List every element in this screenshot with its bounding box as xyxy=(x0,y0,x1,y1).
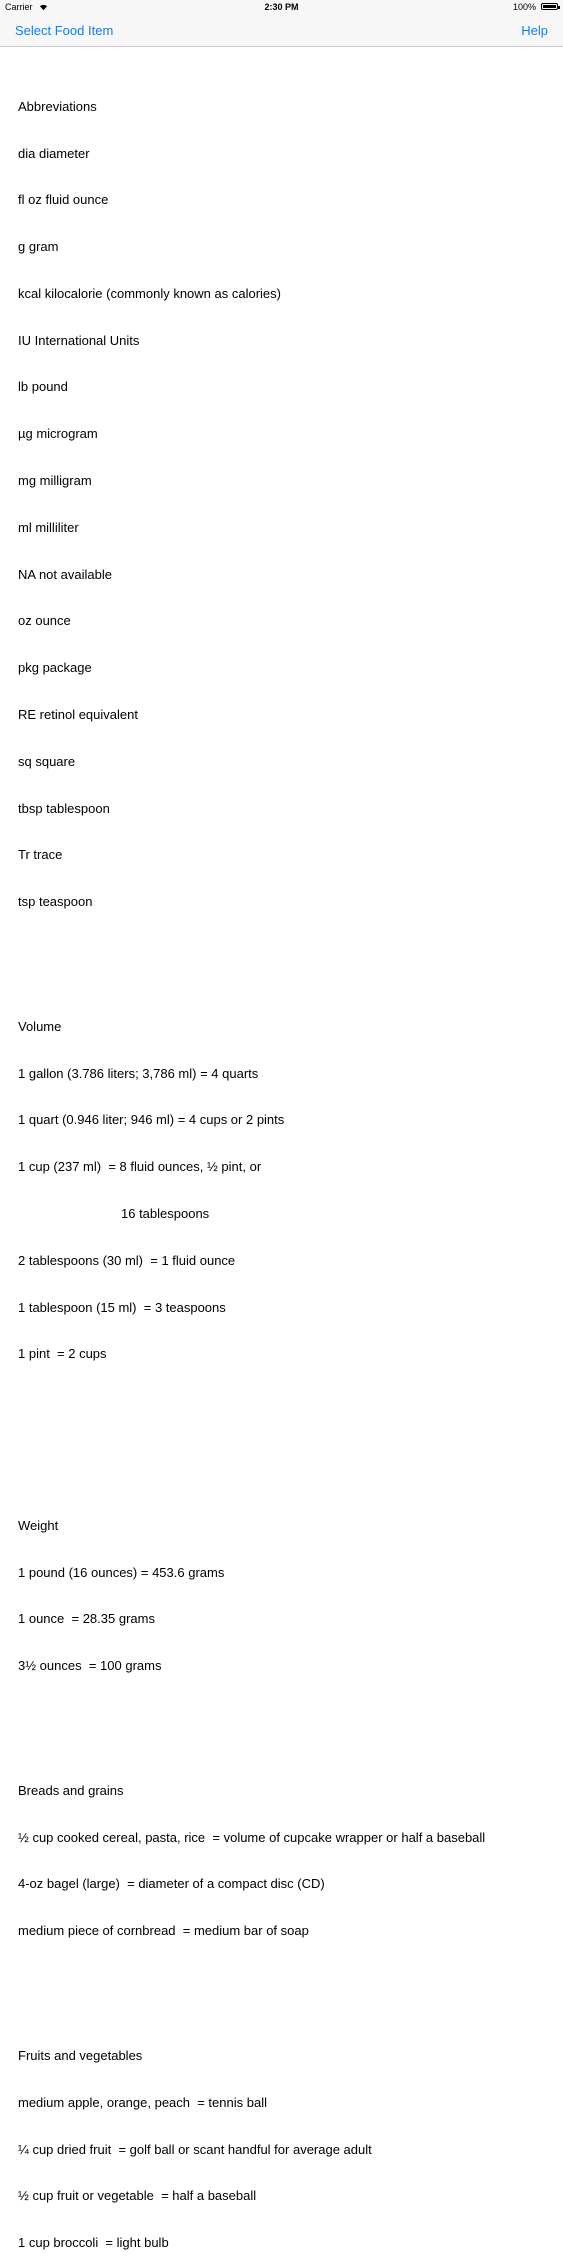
text-line: pkg package xyxy=(18,660,92,676)
text-line: medium piece of cornbread = medium bar of soap xyxy=(18,1923,309,1939)
navigation-bar xyxy=(0,15,563,47)
blank-line xyxy=(18,1440,558,1456)
text-line: µg microgram xyxy=(18,426,98,442)
battery-percent: 100% xyxy=(512,2,536,12)
blank-line xyxy=(18,1393,558,1409)
help-button[interactable]: Help xyxy=(521,23,548,38)
text-line: IU International Units xyxy=(18,332,140,348)
text-line: ½ cup fruit or vegetable = half a baseball xyxy=(18,2188,257,2204)
text-line: mg milligram xyxy=(18,473,92,489)
text-line: ½ cup cooked cereal, pasta, rice = volume of cupcake wrapper or half a baseball xyxy=(18,1829,486,1845)
section-heading: Weight xyxy=(18,1517,59,1533)
section-heading: Abbreviations xyxy=(18,98,97,114)
status-bar xyxy=(0,0,563,15)
text-line: g gram xyxy=(18,239,59,255)
text-line: ml milliliter xyxy=(18,519,79,535)
text-line: Tr trace xyxy=(18,847,63,863)
section-heading: Fruits and vegetables xyxy=(18,2048,143,2063)
text-line: 2 tablespoons (30 ml) = 1 fluid ounce xyxy=(18,1252,236,1268)
text-line: fl oz fluid ounce xyxy=(18,192,109,208)
text-line: tbsp tablespoon xyxy=(18,800,110,816)
text-line: lb pound xyxy=(18,379,68,395)
text-line: tsp teaspoon xyxy=(18,894,93,910)
text-line: 1 tablespoon (15 ml) = 3 teaspoons xyxy=(18,1299,226,1315)
text-line: NA not available xyxy=(18,566,112,582)
text-line: 1 ounce = 28.35 grams xyxy=(18,1611,155,1627)
text-line: RE retinol equivalent xyxy=(18,706,138,722)
text-line: 1 cup (237 ml) = 8 fluid ounces, ½ pint, or xyxy=(18,1159,262,1175)
status-time: 2:30 PM xyxy=(264,2,299,12)
text-line: 1 pound (16 ounces) = 453.6 grams xyxy=(18,1564,225,1580)
section-heading: Breads and grains xyxy=(18,1782,124,1798)
text-line: dia diameter xyxy=(18,145,90,161)
blank-line xyxy=(18,941,558,957)
text-line: oz ounce xyxy=(18,613,71,629)
section-heading: Volume xyxy=(18,1018,62,1034)
battery-fill xyxy=(543,5,556,8)
text-line: 1 cup broccoli = light bulb xyxy=(18,2235,169,2251)
text-line: ¼ cup dried fruit = golf ball or scant handful for average adult xyxy=(18,2141,372,2157)
battery-icon xyxy=(541,3,558,10)
text-line: 3½ ounces = 100 grams xyxy=(18,1658,162,1674)
text-line: 4-oz bagel (large) = diameter of a compact disc (CD) xyxy=(18,1876,325,1892)
text-line: 1 quart (0.946 liter; 946 ml) = 4 cups or 2 pints xyxy=(18,1112,285,1128)
carrier-label: Carrier xyxy=(5,2,33,12)
text-line: medium apple, orange, peach = tennis ball xyxy=(18,2094,267,2110)
text-line: 1 gallon (3.786 liters; 3,786 ml) = 4 quarts xyxy=(18,1065,259,1081)
reference-text xyxy=(18,52,558,2266)
text-line: kcal kilocalorie (commonly known as calories) xyxy=(18,285,281,301)
text-line: 16 tablespoons xyxy=(121,1205,210,1221)
blank-line xyxy=(18,1705,558,1721)
text-line: 1 pint = 2 cups xyxy=(18,1346,107,1362)
select-food-item-button[interactable]: Select Food Item xyxy=(15,23,114,38)
text-line: sq square xyxy=(18,753,76,769)
blank-line xyxy=(18,1970,558,1986)
